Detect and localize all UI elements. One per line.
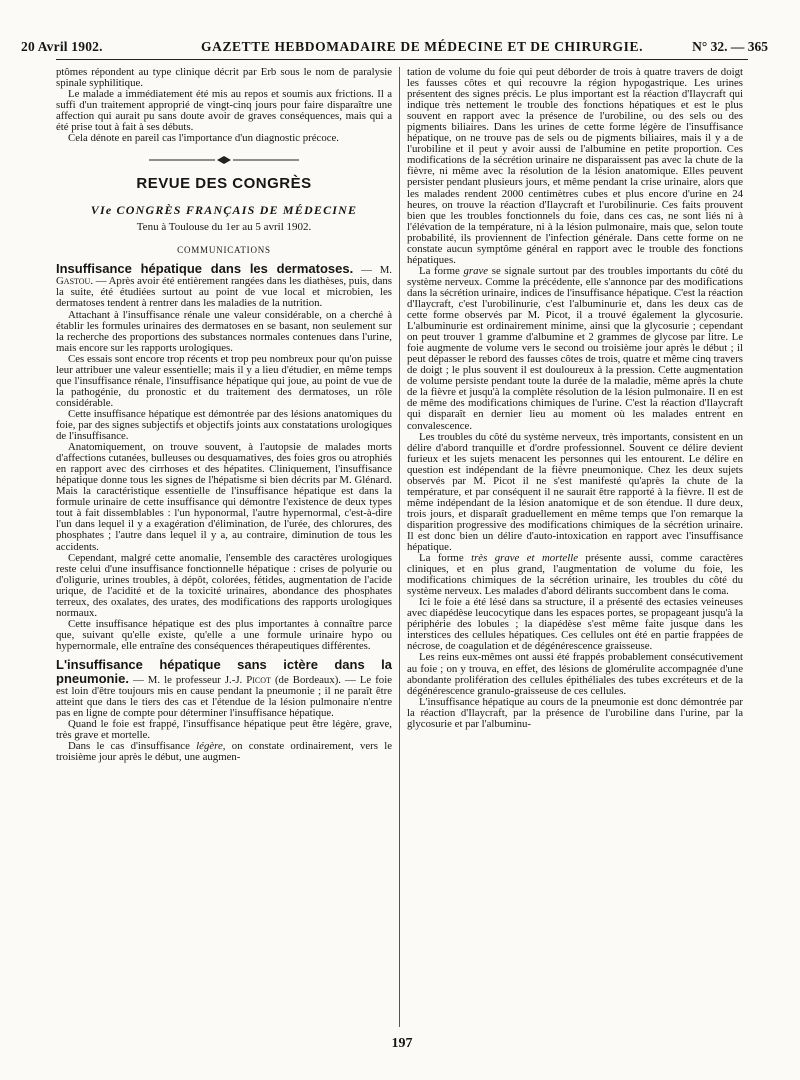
- right-paragraph: Les reins eux-mêmes ont aussi été frappés probablement consécutivement au foie ; on y trouva, en effet, des lésions de glomérulite accompagnée d'une abondante prolifération des cellules épithéliales des tubes excréteurs et de la dégénérescence granulo-graisseuse de ces cellules.: [407, 651, 743, 697]
- section-ornament: [56, 153, 392, 165]
- article-1-author: Gastou: [56, 275, 91, 288]
- section-title: REVUE DES CONGRÈS: [136, 175, 312, 193]
- congress-title: VIe CONGRÈS FRANÇAIS DE MÉDECINE: [90, 203, 358, 218]
- two-column-body: [56, 67, 748, 1027]
- right-paragraph: Les troubles du côté du système nerveux, très importants, consistent en un délire d'abord tranquille et d'ordre professionnel. Souvent ce délire devient furieux et les sujets menacent les personnes qui les entourent. Le délire en question est indépendant de la fièvre pneumonique. Chez les deux sujets observés par M. Picot il ne s'est manifesté qu'après la chute de la température, et par conséquent il ne saurait être rapporté à la fièvre. Il est de même indépendant de la lésion anatomique et de son étendue. Il dure deux, trois jours, et disparaît graduellement en même temps que l'on remarque la disparition progressive des modifications chimiques de la sécrétion urinaire. Il est donc bien un délire d'auto-intoxication en rapport avec l'insuffisance hépatique.: [407, 430, 743, 554]
- intro-paragraph-2: Le malade a immédiatement été mis au repos et soumis aux frictions. Il a suffi d'un traitement approprié de vingt-cinq jours pour faire disparaître une affection qui aurait pu sans doute avoir de graves conséquences, mais qui a été prise tout à fait à ses débuts.: [56, 88, 392, 134]
- page-folio: 197: [391, 1036, 413, 1051]
- article-1-paragraph: Ces essais sont encore trop récents et trop peu nombreux pour qu'on puisse leur attribuer une valeur essentielle; mais il y a lieu d'étudier, en même temps que l'insuffisance rénale, l'insuffisance hépatique qui joue, au point de vue de la pathogénie, du pronostic et du traitement des dermatoses, un rôle considérable.: [56, 352, 392, 409]
- right-paragraph: L'insuffisance hépatique au cours de la pneumonie est donc démontrée par la réaction d'Ilaycraft, par la présence de l'urobiline dans l'urine, par la glycosurie et par l'albuminu-: [407, 695, 743, 730]
- header-journal-title: GAZETTE HEBDOMADAIRE DE MÉDECINE ET DE CHIRURGIE.: [201, 39, 644, 54]
- article-1-paragraph: Anatomiquement, on trouve souvent, à l'autopsie de malades morts d'affections cutanées, bulleuses ou desquamatives, des foies gros ou atrophiés en rapport avec des cirrhoses et des hépatites. Cliniquement, l'insuffisance hépatique donne tous les signes de l'hépatisme si bien décrits par M. Glénard. Mais la caractéristique essentielle de l'insuffisance hépatique est dans la formule urinaire de cette insuffisance qui démontre l'existence de deux types tout à fait dissemblables : l'un hyponormal, l'autre hypernormal, c'est-à-dire l'un dans lequel il y a exagération d'élimination, de l'urée, des chlorures, des phosphates ; l'autre dans lequel il y a, au contraire, diminution de tous les accidents.: [56, 441, 392, 553]
- column-divider: [399, 67, 400, 1027]
- article-1-paragraph: Cependant, malgré cette anomalie, l'ensemble des caractères urologiques reste celui d'une insuffisance fonctionnelle hépatique : crises de polyurie ou d'oligurie, urines troubles, à dépôt, colorées, fétides, augmentation de l'acide urique, de l'acidité et de la toxicité urinaires, abondance des phosphates terreux, des oxalates, des urates, des modifications des rapports urologiques normaux.: [56, 551, 392, 619]
- header-date: 20 Avril 1902.: [21, 39, 103, 54]
- article-2-paragraph: Quand le foie est frappé, l'insuffisance hépatique peut être légère, grave, très grave et mortelle.: [56, 718, 392, 742]
- right-paragraph: La forme grave se signale surtout par des troubles importants du côté du système nerveux. Comme la précédente, elle s'annonce par des modifications dans la sécrétion urinaire, indices de l'insuffisance hépatique. C'est la réaction d'Ilaycraft, c'est l'urobilinurie, c'est l'albuminurie et, dans les deux cas de cette forme observés par M. Picot, il a trouvé également la glycosurie. L'albuminurie est ordinairement minime, ainsi que la glycosurie ; cependant on peut trouver 1 gramme d'albumine et 2 grammes de glycose par litre. Le foie augmente de volume vers le second ou troisième jour après le début ; il peut dépasser le rebord des fausses côtes de trois, quatre et même cinq travers de doigt ; le plus souvent il est douloureux à la pression. Cette augmentation de volume persiste pendant toute la durée de la maladie, même après la chute de la fièvre et jusqu'à la complète résolution de la lésion pulmonaire. Il en est de même des modifications chimiques de l'urine. C'est la réaction d'Ilaycraft qui disparaît en dernier lieu au moment où les malades entrent en convalescence.: [407, 264, 743, 432]
- communications-label: COMMUNICATIONS: [177, 245, 271, 256]
- newspaper-page: [21, 33, 768, 1073]
- article-2-author: Picot: [246, 674, 271, 687]
- intro-paragraph-3: Cela dénote en pareil cas l'importance d'un diagnostic précoce.: [68, 132, 340, 145]
- left-column: [56, 67, 392, 1027]
- right-paragraph: Ici le foie a été lésé dans sa structure, il a présenté des ectasies veineuses avec diapédèse leucocytique dans les espaces portes, se propageant jusqu'à la périphérie des lobules ; la diapédèse s'est même faite jusque dans les interstices des cellules hépatiques. Ces cellules ont été en partie frappées de nécrose, de coagulation et de dégénérescence graisseuse.: [407, 596, 743, 653]
- ornament-rule-icon: [149, 155, 299, 165]
- article-1-paragraph: Attachant à l'insuffisance rénale une valeur considérable, on a cherché à établir les formules urinaires des dermatoses en se basant, non seulement sur la recherche des proportions des substances normales contenues dans l'urine, mais encore sur les rapports urologiques.: [56, 308, 392, 354]
- congress-dates: Tenu à Toulouse du 1er au 5 avril 1902.: [136, 221, 312, 234]
- article-1-opening: Insuffisance hépatique dans les dermatoses. — M. Gastou. — Après avoir été entièrement rangées dans les diathèses, puis, dans la suite, été étudiées surtout au point de vue local et microbien, les dermatoses tendent à rentrer dans les maladies de la nutrition.: [56, 261, 393, 310]
- right-column: [407, 67, 743, 1027]
- article-2-lead: Le foie est loin d'être toujours mis en cause pendant la pneumonie ; il ne paraît être atteint que dans le tiers des cas et l'étendue de la lésion pulmonaire n'entre pas en ligne de compte pour déterminer l'insuffisance hépatique.: [56, 674, 393, 720]
- article-1-paragraph: Cette insuffisance hépatique est démontrée par des lésions anatomiques du foie, par des signes subjectifs et objectifs joints aux constatations urologiques de l'insuffisance.: [56, 407, 392, 443]
- right-paragraph: La forme très grave et mortelle présente aussi, comme caractères cliniques, et en plus grand, l'augmentation de volume du foie, les modifications chimiques de la sécrétion urinaire, les troubles du côté du système nerveux. Les malades d'abord délirants succombent dans le coma.: [407, 552, 743, 598]
- article-2-paragraph: Dans le cas d'insuffisance légère, on constate ordinairement, vers le troisième jour après le début, une augmen-: [56, 740, 393, 764]
- article-1-title: Insuffisance hépatique dans les dermatoses.: [56, 261, 354, 277]
- header-page-number: N° 32. — 365: [692, 39, 768, 54]
- article-1-paragraph: Cette insuffisance hépatique est des plus importantes à connaître parce que, suivant qu'elle existe, qu'elle a une formule urinaire hypo ou hypernormale, elle entraîne des conséquences thérapeutiques différentes.: [56, 617, 392, 652]
- article-2-title: L'insuffisance hépatique sans ictère dans la pneumonie.: [56, 656, 392, 687]
- article-1-lead: . — Après avoir été entièrement rangées dans les diathèses, puis, dans la suite, été étudiées surtout au point de vue local et microbien, les dermatoses tendent à rentrer dans les maladies de la nutrition.: [56, 275, 392, 310]
- article-2-opening: L'insuffisance hépatique sans ictère dans la pneumonie. — M. le professeur J.-J. Picot (de Bordeaux). — Le foie est loin d'être toujours mis en cause pendant la pneumonie ; il ne paraît être atteint que dans le tiers des cas et l'étendue de la lésion pulmonaire n'entre pas en ligne de compte pour déterminer l'insuffisance hépatique.: [56, 656, 393, 720]
- right-paragraph: tation de volume du foie qui peut déborder de trois à quatre travers de doigt les fausses côtes et qui recouvre la région hypogastrique. Les urines présentent des signes précis. Le plus important est la réaction d'Ilaycraft qui indique très nettement le trouble des fonctions hépatiques et est le plus souvent en rapport avec la présence de l'urobiline, ou des sels ou des pigments biliaires. Dans les urines de cette forme légère de l'insuffisance hépatique, on ne trouve pas de sels ou de pigments biliaires, mais il y a de l'urobiline et il peut y avoir aussi de l'albumine en petite proportion. Ces modifications de la sécrétion urinaire ne disparaissent pas avec la chute de la fièvre, ni même avec la résolution de la lésion anatomique. Elles peuvent persister pendant plusieurs jours, et même pendant la crise urinaire, alors que les malades rendent 2000 centimètres cubes et plus encore d'urine en 24 heures, on trouve la réaction d'Ilaycraft et l'urobilinurie. Ces faits prouvent bien que les troubles fonctionnels du foie, dans ces cas, ne sont liés ni à l'élévation de la température, ni à la lésion pulmonaire, mais que, selon toute probabilité, ils proviennent de l'infection générale. Dans cette forme on ne constate aucun symptôme général en rapport avec le trouble des fonctions hépatiques.: [407, 66, 743, 266]
- running-header: [21, 33, 768, 60]
- intro-paragraph-1: ptômes répondent au type clinique décrit par Erb sous le nom de paralysie spinale syphilitique.: [56, 66, 392, 90]
